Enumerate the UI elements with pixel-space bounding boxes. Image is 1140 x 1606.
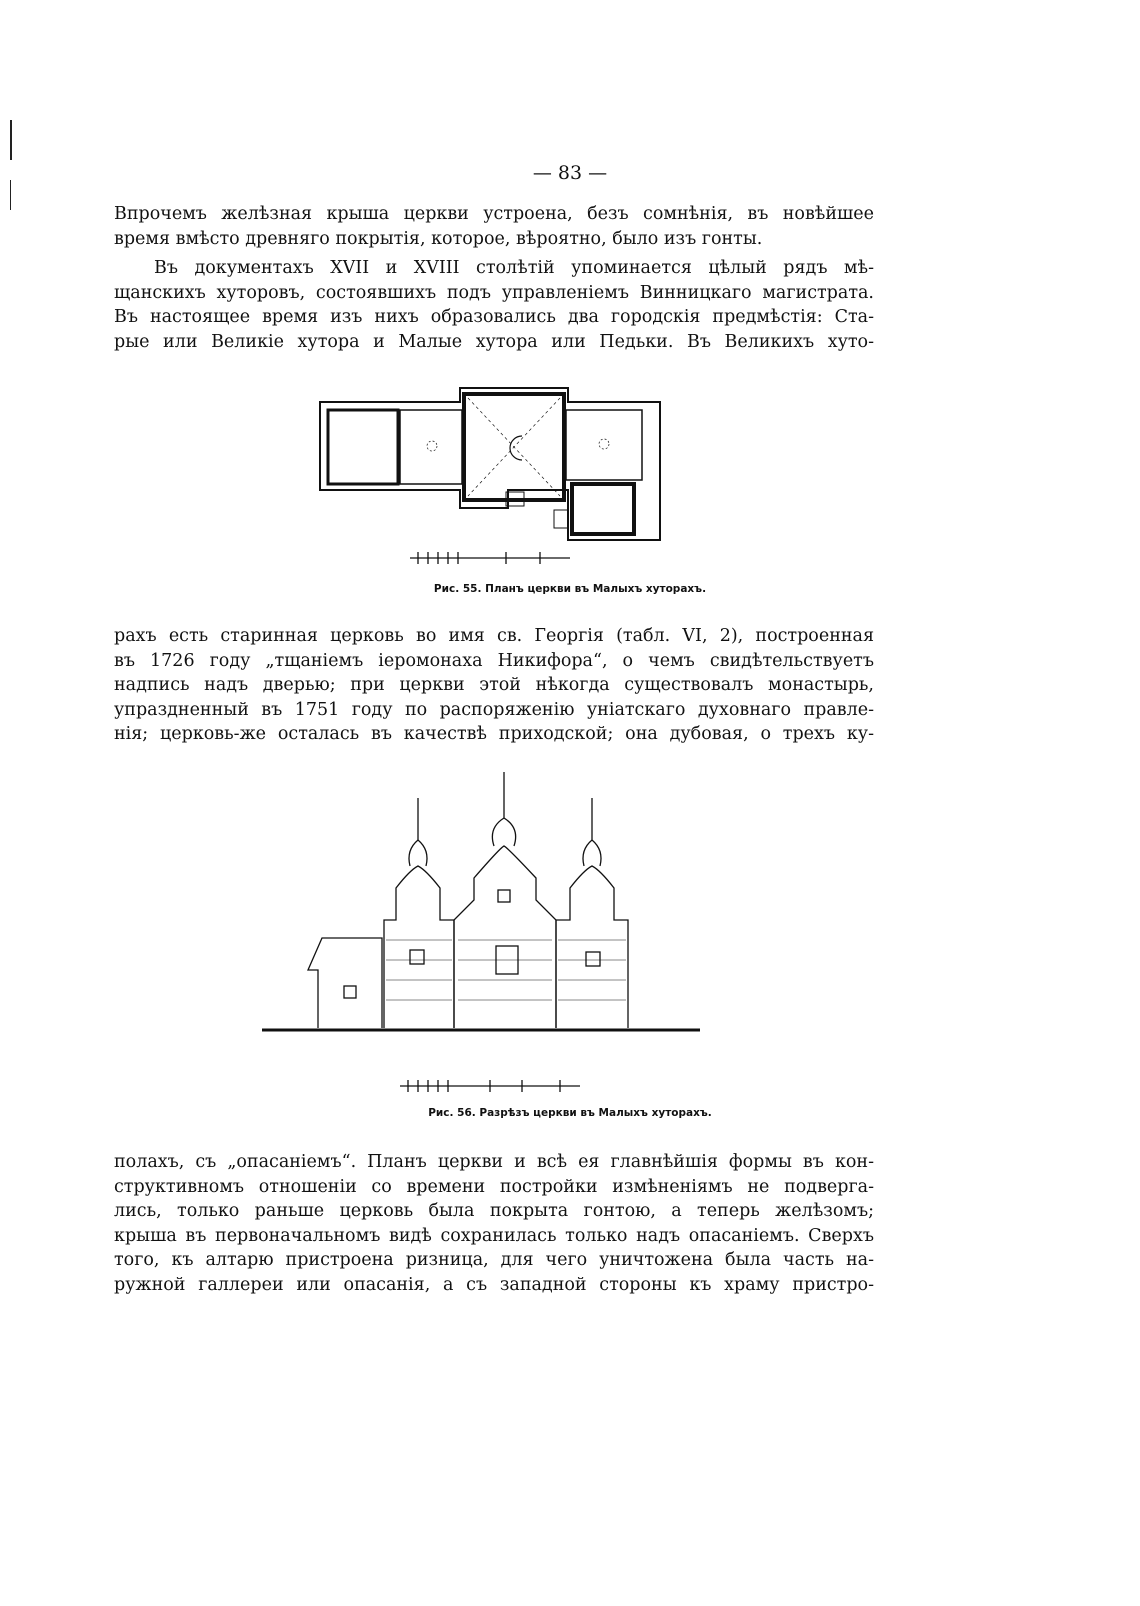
text-line: Въ документахъ XVII и XVIII столѣтій упоминается цѣлый рядъ мѣ- <box>154 258 874 278</box>
paragraph-1 <box>114 202 874 251</box>
plan-room-sacristy <box>572 484 634 534</box>
plan-dome-diagonals <box>468 398 560 496</box>
figure-55-caption: Рис. 55. Планъ церкви въ Малыхъ хуторахъ. <box>433 583 707 595</box>
scan-margin-mark <box>10 180 11 210</box>
paragraph-4 <box>114 1150 874 1297</box>
text-line: рые или Великіе хутора и Малые хутора или Педьки. Въ Великихъ хуто- <box>114 331 874 352</box>
paragraph-3 <box>114 624 874 747</box>
section-annex <box>308 938 382 1028</box>
section-west-cupola <box>409 840 427 866</box>
section-east-cupola <box>583 840 601 866</box>
plan-room-nave-west <box>400 410 462 484</box>
plan-room-west <box>328 410 398 484</box>
plan-room-altar <box>566 410 642 480</box>
plan-dome-mark <box>599 439 609 449</box>
text-line: ружной галлереи или опасанія, а съ западной стороны къ храму пристро- <box>114 1274 874 1295</box>
text-line: упраздненный въ 1751 году по распоряженію уніатскаго духовнаго правле- <box>114 699 874 720</box>
section-drum-window <box>498 890 510 902</box>
section-window <box>344 986 356 998</box>
figure-55-plan-drawing <box>310 380 670 580</box>
section-window <box>586 952 600 966</box>
text-line: рахъ есть старинная церковь во имя св. Георгія (табл. VI, 2), построенная <box>114 626 874 646</box>
text-line: того, къ алтарю пристроена ризница, для чего уничтожена была часть на- <box>114 1250 874 1270</box>
plan-scale-bar <box>410 552 570 564</box>
figure-56-section-drawing <box>260 770 710 1100</box>
text-line: надпись надъ дверью; при церкви этой нѣкогда существовалъ монастырь, <box>114 675 874 695</box>
text-line: нія; церковь-же осталась въ качествѣ приходской; она дубовая, о трехъ ку- <box>114 724 874 744</box>
section-central-tower <box>454 846 556 1028</box>
section-east-tower <box>556 866 628 1028</box>
section-central-cupola <box>492 818 515 846</box>
scan-margin-mark <box>10 120 12 160</box>
plan-side-steps <box>554 510 568 528</box>
text-line: крыша въ первоначальномъ видѣ сохранилась только надъ опасаніемъ. Сверхъ <box>114 1225 874 1246</box>
text-line: лись, только раньше церковь была покрыта гонтою, а теперь желѣзомъ; <box>114 1201 874 1221</box>
text-line: полахъ, съ „опасаніемъ“. Планъ церкви и всѣ ея главнѣйшія формы въ кон- <box>114 1152 874 1172</box>
text-line: Впрочемъ желѣзная крыша церкви устроена, безъ сомнѣнія, въ новѣйшее <box>114 204 874 224</box>
section-window <box>410 950 424 964</box>
text-line: структивномъ отношеніи со времени постройки измѣненіямъ не подверга- <box>114 1176 874 1197</box>
paragraph-2 <box>114 256 874 354</box>
text-line: Въ настоящее время изъ нихъ образовались два городскія предмѣстія: Ста- <box>114 307 874 327</box>
section-west-tower <box>384 866 454 1028</box>
plan-dome-mark <box>427 441 437 451</box>
text-line: въ 1726 году „тщаніемъ іеромонаха Никифора“, о чемъ свидѣтельствуетъ <box>114 650 874 671</box>
section-scale-bar <box>400 1080 580 1092</box>
section-wall-hatching <box>386 940 626 1000</box>
page-number: — 83 — <box>532 162 608 184</box>
text-line: щанскихъ хуторовъ, состоявшихъ подъ управленіемъ Винницкаго магистрата. <box>114 282 874 303</box>
plan-ambo-arc <box>510 436 522 460</box>
figure-56-caption: Рис. 56. Разрѣзъ церкви въ Малыхъ хуторахъ. <box>428 1107 712 1119</box>
text-line: время вмѣсто древняго покрытія, которое, вѣроятно, было изъ гонты. <box>114 228 763 249</box>
